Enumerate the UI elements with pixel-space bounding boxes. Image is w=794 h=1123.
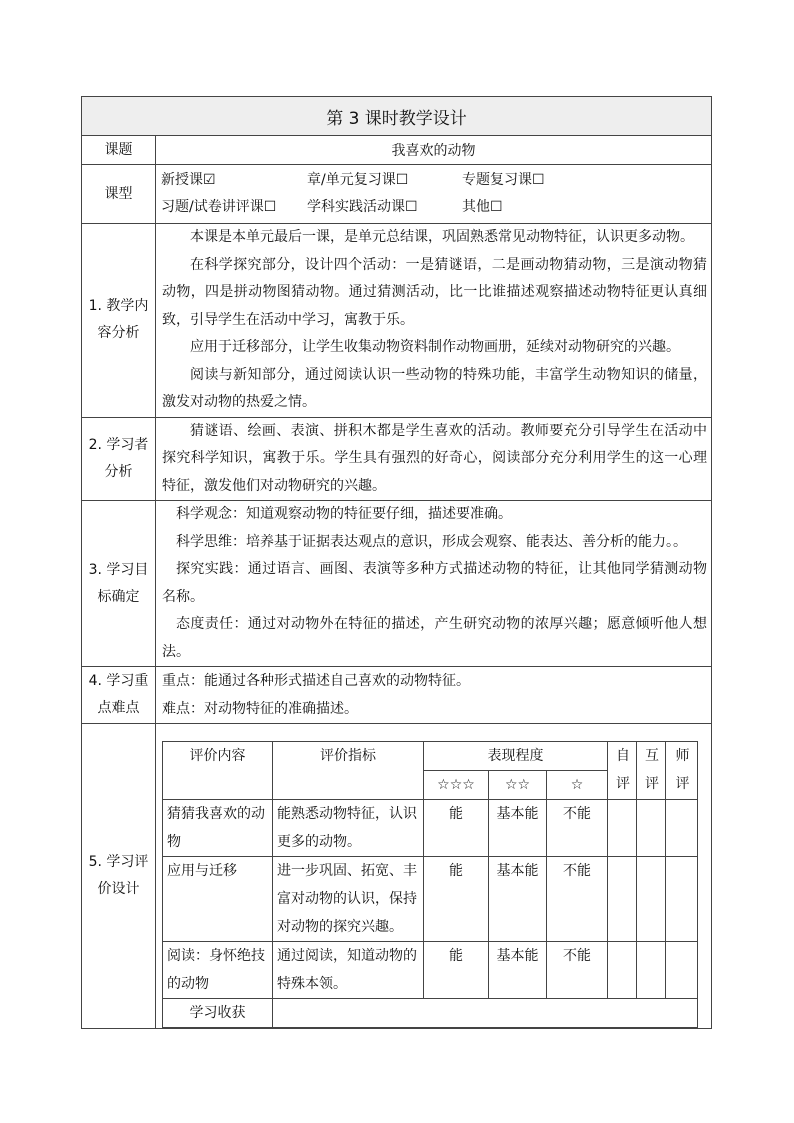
header-indicator: 评价指标 <box>273 742 424 800</box>
table-row <box>163 857 698 942</box>
eval-content: 阅读：身怀绝技的动物 <box>163 942 273 999</box>
teacher-eval-cell[interactable] <box>666 800 698 857</box>
evaluation-table <box>162 741 698 1028</box>
self-eval-cell[interactable] <box>608 857 637 942</box>
eval-level: 基本能 <box>489 857 547 942</box>
objective-item: 科学观念：知道观察动物的特征要仔细，描述要准确。 <box>176 506 512 522</box>
eval-content: 应用与迁移 <box>163 857 273 942</box>
header-content: 评价内容 <box>163 742 273 800</box>
lesson-type-label: 课型 <box>82 165 156 224</box>
peer-eval-cell[interactable] <box>637 942 666 999</box>
peer-eval-cell[interactable] <box>637 857 666 942</box>
objectives-text <box>156 501 712 667</box>
content-paragraph: 阅读与新知部分，通过阅读认识一些动物的特殊功能，丰富学生动物知识的储量，激发对动物的热爱之情。 <box>162 366 707 410</box>
content-paragraph: 在科学探究部分，设计四个活动：一是猜谜语，二是画动物猜动物，三是演动物猜动物，四是拼动物图猜动物。通过猜测活动，比一比谁描述观察描述动物特征更认真细致，引导学生在活动中学习，寓教于乐。 <box>162 256 707 328</box>
self-eval-cell[interactable] <box>608 800 637 857</box>
harvest-input-cell[interactable] <box>273 999 698 1028</box>
objective-item: 探究实践：通过语言、画图、表演等多种方式描述动物的特征，让其他同学猜测动物名称。 <box>162 561 707 605</box>
eval-indicator: 通过阅读，知道动物的特殊本领。 <box>273 942 424 999</box>
difficult-point: 难点：对动物特征的准确描述。 <box>162 701 358 717</box>
learner-paragraph: 猜谜语、绘画、表演、拼积木都是学生喜欢的活动。教师要充分引导学生在活动中探究科学知识，寓教于乐。学生具有强烈的好奇心，阅读部分充分利用学生的这一心理特征，激发他们对动物研究的兴趣。 <box>162 422 707 494</box>
eval-level: 不能 <box>547 800 608 857</box>
eval-level: 不能 <box>547 942 608 999</box>
eval-level: 基本能 <box>489 942 547 999</box>
level-1-star: ☆ <box>547 771 608 800</box>
key-points-text <box>156 667 712 724</box>
page-title: 第 3 课时教学设计 <box>82 97 712 136</box>
objective-item: 态度责任：通过对动物外在特征的描述，产生研究动物的浓厚兴趣；愿意倾听他人想法。 <box>162 616 707 660</box>
key-point: 重点：能通过各种形式描述自己喜欢的动物特征。 <box>162 673 470 689</box>
header-self: 自评 <box>616 748 631 792</box>
table-row <box>163 942 698 999</box>
objective-item: 科学思维：培养基于证据表达观点的意识，形成会观察、能表达、善分析的能力。。 <box>176 533 687 550</box>
lesson-type-option: 其他☐ <box>462 199 503 215</box>
eval-level: 基本能 <box>489 800 547 857</box>
lesson-plan-table <box>81 96 712 1029</box>
topic-value: 我喜欢的动物 <box>156 136 712 165</box>
lesson-type-option: 章/单元复习课☐ <box>307 172 409 188</box>
teacher-eval-cell[interactable] <box>666 942 698 999</box>
header-peer: 互评 <box>645 748 660 792</box>
lesson-type-option: 新授课☑ <box>161 172 216 188</box>
eval-indicator: 能熟悉动物特征，认识更多的动物。 <box>273 800 424 857</box>
header-teacher: 师评 <box>675 748 690 792</box>
evaluation-label: 5. 学习评价设计 <box>82 724 156 1029</box>
content-paragraph: 本课是本单元最后一课，是单元总结课，巩固熟悉常见动物特征，认识更多动物。 <box>190 229 694 245</box>
self-eval-cell[interactable] <box>608 942 637 999</box>
eval-level: 能 <box>424 857 489 942</box>
eval-level: 能 <box>424 942 489 999</box>
learner-analysis-text <box>156 417 712 501</box>
peer-eval-cell[interactable] <box>637 800 666 857</box>
content-paragraph: 应用于迁移部分，让学生收集动物资料制作动物画册，延续对动物研究的兴趣。 <box>190 339 680 355</box>
header-performance: 表现程度 <box>424 742 608 771</box>
harvest-label: 学习收获 <box>163 999 273 1028</box>
lesson-type-option: 专题复习课☐ <box>462 172 545 188</box>
eval-level: 能 <box>424 800 489 857</box>
eval-level: 不能 <box>547 857 608 942</box>
eval-content: 猜猜我喜欢的动物 <box>163 800 273 857</box>
level-3-stars: ☆☆☆ <box>424 771 489 800</box>
evaluation-section <box>156 724 712 1029</box>
content-analysis-text <box>156 224 712 418</box>
content-analysis-label: 1. 教学内容分析 <box>82 224 156 418</box>
objectives-label: 3. 学习目标确定 <box>82 501 156 667</box>
lesson-type-options <box>156 165 712 224</box>
lesson-type-option: 习题/试卷讲评课☐ <box>161 199 277 215</box>
table-row <box>163 800 698 857</box>
table-row <box>163 999 698 1028</box>
key-points-label: 4. 学习重点难点 <box>82 667 156 724</box>
topic-label: 课题 <box>82 136 156 165</box>
eval-indicator: 进一步巩固、拓宽、丰富对动物的认识，保持对动物的探究兴趣。 <box>273 857 424 942</box>
level-2-stars: ☆☆ <box>489 771 547 800</box>
learner-analysis-label: 2. 学习者分析 <box>82 417 156 501</box>
teacher-eval-cell[interactable] <box>666 857 698 942</box>
lesson-type-option: 学科实践活动课☐ <box>307 199 418 215</box>
